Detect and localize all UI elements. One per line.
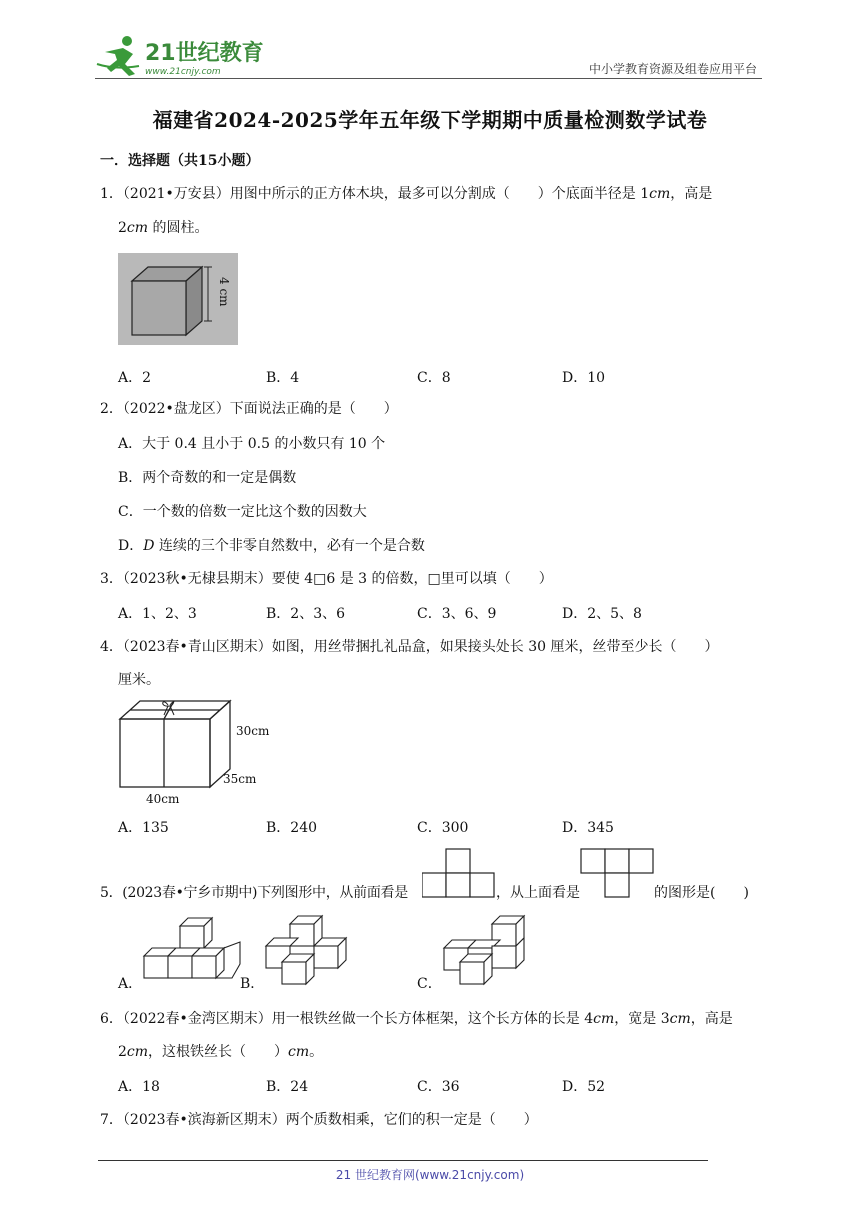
section-heading: 一．选择题（共15小题） [100, 153, 260, 169]
q1-cube-label: 4 cm [217, 277, 231, 307]
q1-option-a[interactable]: A．2 [118, 370, 152, 386]
q5-stem-b: ，从上面看是 [496, 885, 580, 901]
q2-option-d[interactable]: D．D 连续的三个非零自然数中，必有一个是合数 [118, 538, 425, 554]
logo-text: 21世纪教育 [145, 41, 264, 66]
q1-option-b[interactable]: B．4 [266, 370, 300, 386]
q5-option-a-figure[interactable] [140, 914, 242, 986]
q5-option-c-figure[interactable] [440, 914, 530, 986]
page-title: 福建省2024-2025学年五年级下学期期中质量检测数学试卷 [152, 108, 708, 132]
q3-option-c[interactable]: C．3、6、9 [417, 606, 497, 622]
runner-icon [97, 36, 139, 76]
platform-name: 中小学教育资源及组卷应用平台 [588, 62, 757, 76]
q5-option-c[interactable]: C． [417, 976, 442, 992]
q4-length-label: 40cm [146, 792, 180, 806]
q3-option-b[interactable]: B．2、3、6 [266, 606, 346, 622]
q4-option-b[interactable]: B．240 [266, 820, 318, 836]
q3-option-a[interactable]: A．1、2、3 [118, 606, 197, 622]
q4-option-c[interactable]: C．300 [417, 820, 469, 836]
q2-stem: 2．（2022•盘龙区）下面说法正确的是（ ） [100, 401, 398, 417]
q1-option-d[interactable]: D．10 [562, 370, 606, 386]
q6-option-c[interactable]: C．36 [417, 1079, 460, 1095]
q4-line1: 4．（2023春•青山区期末）如图，用丝带捆扎礼品盒，如果接头处长 30 厘米，丝带至少长（ ） [100, 639, 719, 655]
logo-url: www.21cnjy.com [145, 67, 221, 77]
q7-stem: 7．（2023春•滨海新区期末）两个质数相乘，它们的积一定是（ ） [100, 1112, 538, 1128]
footer-text: 21 世纪教育网(www.21cnjy.com) [335, 1168, 525, 1182]
q5-stem-a: 5．(2023春•宁乡市期中)下列图形中，从前面看是 [100, 885, 408, 901]
q4-line2: 厘米。 [118, 672, 160, 688]
footer-divider [98, 1160, 708, 1161]
q1-cube-figure [118, 253, 238, 345]
header-divider [95, 78, 762, 79]
q4-option-a[interactable]: A．135 [118, 820, 169, 836]
q1-line2: 2cm 的圆柱。 [118, 220, 209, 236]
q5-front-view-figure [422, 848, 496, 898]
q6-option-a[interactable]: A．18 [118, 1079, 160, 1095]
q1-line1: 1．（2021•万安县）用图中所示的正方体木块，最多可以分割成（ ）个底面半径是 1cm，高是 [100, 186, 713, 202]
q5-option-b-figure[interactable] [262, 914, 352, 986]
q2-option-c[interactable]: C．一个数的倍数一定比这个数的因数大 [118, 504, 367, 520]
q6-option-d[interactable]: D．52 [562, 1079, 606, 1095]
q3-stem: 3．（2023秋•无棣县期末）要使 4□6 是 3 的倍数，□里可以填（ ） [100, 571, 553, 587]
q5-option-b[interactable]: B． [240, 976, 265, 992]
q3-option-d[interactable]: D．2、5、8 [562, 606, 642, 622]
q6-line1: 6．（2022春•金湾区期末）用一根铁丝做一个长方体框架，这个长方体的长是 4cm，宽是 3cm，高是 [100, 1011, 733, 1027]
q5-stem-c: 的图形是( ) [654, 885, 749, 901]
q4-height-label: 30cm [236, 724, 270, 738]
q6-line2: 2cm，这根铁丝长（ ）cm。 [118, 1044, 324, 1060]
q2-option-a[interactable]: A．大于 0.4 且小于 0.5 的小数只有 10 个 [118, 436, 386, 452]
q6-option-b[interactable]: B．24 [266, 1079, 309, 1095]
q5-top-view-figure [580, 848, 654, 898]
q4-giftbox-figure [116, 695, 276, 807]
q4-depth-label: 35cm [223, 772, 257, 786]
q1-option-c[interactable]: C．8 [417, 370, 451, 386]
q5-option-a[interactable]: A． [118, 976, 143, 992]
q4-option-d[interactable]: D．345 [562, 820, 614, 836]
q2-option-b[interactable]: B．两个奇数的和一定是偶数 [118, 470, 297, 486]
logo [95, 30, 265, 80]
